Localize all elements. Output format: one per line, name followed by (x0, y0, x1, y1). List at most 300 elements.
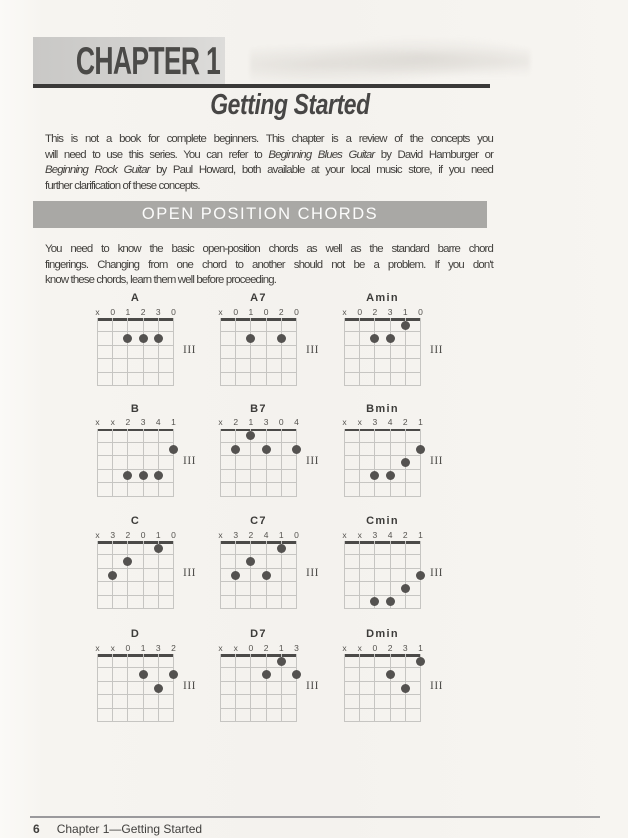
finger-dot (292, 445, 301, 454)
string-line (97, 318, 98, 385)
finger-dot (246, 431, 255, 440)
finger-label: 3 (155, 306, 161, 317)
fret-line (97, 721, 174, 722)
finger-label: 1 (418, 417, 423, 427)
intro-line (45, 132, 493, 148)
nut-line (344, 318, 421, 321)
finger-label: 0 (233, 306, 239, 317)
fret-line (220, 331, 297, 332)
chord-name: B (130, 402, 141, 415)
finger-label: 2 (402, 529, 408, 540)
finger-label: x (110, 642, 115, 653)
finger-label: x (357, 417, 362, 427)
finger-dot (123, 471, 132, 480)
chord-diagram (344, 403, 456, 503)
footer-rule (30, 816, 600, 818)
finger-dot (416, 445, 425, 454)
finger-label: x (95, 529, 100, 540)
nut-line (344, 429, 421, 432)
section-body-segment: You need to know the basic open-position chords as well as the standard barre chord (45, 243, 493, 255)
fret-line (344, 581, 421, 582)
fret-line (97, 581, 174, 582)
string-line (266, 654, 267, 721)
string-line (281, 429, 282, 496)
string-line (250, 541, 251, 608)
finger-dot (386, 597, 395, 606)
finger-label: 3 (155, 642, 161, 653)
finger-label: 2 (278, 306, 284, 317)
finger-label: x (95, 306, 100, 317)
string-line (281, 541, 282, 608)
finger-label: 2 (372, 306, 378, 317)
string-line (266, 429, 267, 496)
chapter-banner (33, 37, 225, 85)
section-heading-bar (33, 201, 487, 228)
chord-name: Bmin (366, 402, 399, 415)
fret-line (97, 554, 174, 555)
finger-label: 4 (155, 417, 161, 427)
section-body-segment: fingerings. Changing from one chord to another should not be a problem. If you don't (45, 258, 493, 271)
chapter-rule (33, 84, 490, 88)
finger-dot (169, 445, 178, 454)
fret-line (97, 681, 174, 682)
string-line (405, 429, 406, 496)
fret-position-label: III (430, 680, 443, 692)
finger-label: 1 (248, 306, 254, 317)
finger-label: 0 (294, 306, 299, 317)
fret-line (220, 469, 297, 470)
intro-segment: will need to use this series. You can refer to (45, 148, 269, 161)
finger-dot (139, 670, 148, 679)
chord-diagram (220, 628, 332, 728)
finger-dot (292, 670, 301, 679)
string-line (374, 654, 375, 721)
fret-line (220, 358, 297, 359)
fret-position-label: III (430, 344, 443, 356)
finger-label: x (342, 642, 347, 653)
string-line (390, 654, 391, 721)
fret-line (344, 721, 421, 722)
fret-line (97, 595, 174, 596)
finger-dot (277, 334, 286, 343)
finger-label: x (95, 642, 100, 653)
chord-diagram (97, 628, 209, 728)
string-line (158, 541, 159, 608)
string-line (266, 318, 267, 385)
finger-dot (154, 544, 163, 553)
fret-line (344, 331, 421, 332)
string-line (390, 541, 391, 608)
string-line (112, 654, 113, 721)
finger-label: 4 (294, 417, 299, 427)
fret-line (97, 568, 174, 569)
finger-dot (401, 584, 410, 593)
finger-label: 0 (248, 642, 254, 653)
finger-label: 1 (278, 529, 284, 540)
finger-dot (154, 684, 163, 693)
fret-line (97, 455, 174, 456)
footer (33, 822, 202, 836)
finger-label: 1 (125, 306, 131, 317)
fret-line (344, 681, 421, 682)
string-line (112, 541, 113, 608)
finger-label: 0 (372, 642, 378, 653)
fret-line (344, 496, 421, 497)
intro-segment: Beginning Rock Guitar (45, 164, 150, 177)
chord-diagram (97, 292, 209, 392)
finger-dot (401, 458, 410, 467)
intro-line (45, 148, 493, 164)
nut-line (97, 318, 174, 321)
string-line (158, 429, 159, 496)
fret-line (97, 469, 174, 470)
finger-label: 0 (140, 529, 146, 540)
fret-line (344, 358, 421, 359)
string-line (344, 429, 345, 496)
finger-label: 3 (294, 642, 299, 653)
chord-diagram (97, 403, 209, 503)
fretboard-grid (344, 429, 421, 497)
finger-label: 4 (387, 529, 393, 540)
string-line (344, 318, 345, 385)
string-line (359, 654, 360, 721)
string-line (173, 654, 174, 721)
finger-label: 2 (171, 642, 176, 653)
finger-label: 3 (263, 417, 269, 427)
chord-diagram (344, 292, 456, 392)
string-line (127, 654, 128, 721)
string-line (359, 429, 360, 496)
fret-line (220, 455, 297, 456)
finger-dot (123, 334, 132, 343)
fret-line (220, 345, 297, 346)
intro-segment: by David Hamburger or (374, 148, 494, 161)
fret-line (97, 667, 174, 668)
string-line (250, 654, 251, 721)
string-line (143, 654, 144, 721)
finger-label: 2 (125, 529, 131, 540)
fret-position-label: III (306, 454, 319, 467)
fret-line (220, 496, 297, 497)
fret-line (220, 708, 297, 709)
string-line (296, 318, 297, 385)
string-line (359, 541, 360, 608)
finger-label: 1 (402, 306, 408, 317)
finger-label: x (342, 529, 347, 540)
fret-line (220, 442, 297, 443)
fret-line (220, 667, 297, 668)
chord-diagram (344, 628, 456, 728)
nut-line (97, 429, 174, 432)
string-line (374, 541, 375, 608)
string-line (266, 541, 267, 608)
string-line (97, 654, 98, 721)
finger-dot (416, 571, 425, 580)
finger-label: 2 (125, 417, 131, 427)
finger-label: 0 (171, 306, 176, 317)
chord-name: Dmin (366, 628, 399, 640)
finger-label: 0 (110, 306, 116, 317)
fret-line (344, 455, 421, 456)
section-body-line (45, 258, 493, 274)
fretboard-grid (97, 654, 174, 722)
fret-line (220, 385, 297, 386)
string-line (173, 429, 174, 496)
chord-diagram (220, 515, 332, 615)
string-line (220, 429, 221, 496)
string-line (97, 429, 98, 496)
chord-name: Amin (366, 292, 399, 304)
footer-chapter-text: Chapter 1—Getting Started (56, 822, 203, 836)
fret-line (97, 496, 174, 497)
fret-position-label: III (306, 344, 319, 356)
finger-dot (370, 597, 379, 606)
fret-line (220, 554, 297, 555)
finger-dot (154, 334, 163, 343)
fret-line (344, 372, 421, 373)
finger-label: 0 (125, 642, 131, 653)
fret-position-label: III (306, 680, 319, 692)
chord-diagram (220, 403, 332, 503)
finger-label: 3 (372, 417, 378, 427)
fretboard-grid (220, 429, 297, 497)
string-line (374, 429, 375, 496)
string-line (235, 654, 236, 721)
fret-position-label: III (306, 567, 319, 579)
finger-label: 2 (233, 417, 239, 427)
finger-dot (139, 334, 148, 343)
intro-line (45, 163, 493, 179)
finger-dot (139, 471, 148, 480)
intro-segment: by Paul Howard, both available at your local music store, if you need (149, 164, 494, 177)
fret-line (97, 708, 174, 709)
finger-label: x (342, 306, 347, 317)
string-line (405, 654, 406, 721)
fretboard-grid (97, 541, 174, 609)
section-paragraph (45, 242, 493, 289)
string-line (143, 541, 144, 608)
string-line (296, 654, 297, 721)
finger-dot (401, 321, 410, 330)
string-line (112, 318, 113, 385)
nut-line (220, 318, 297, 321)
page-number: 6 (33, 822, 40, 836)
chord-name: A (130, 292, 141, 304)
string-line (127, 429, 128, 496)
string-line (296, 429, 297, 496)
fret-line (344, 667, 421, 668)
nut-line (220, 429, 297, 432)
finger-label: 1 (171, 417, 176, 427)
page-title-text: Getting Started (210, 89, 370, 121)
fretboard-grid (344, 654, 421, 722)
scan-bleed-artifact (250, 38, 530, 86)
fret-line (220, 681, 297, 682)
fretboard-grid (344, 318, 421, 386)
nut-line (97, 654, 174, 657)
finger-dot (262, 445, 271, 454)
fret-line (344, 595, 421, 596)
string-line (281, 654, 282, 721)
finger-label: 1 (418, 529, 423, 540)
string-line (281, 318, 282, 385)
string-line (220, 654, 221, 721)
fret-line (220, 482, 297, 483)
chord-diagram (344, 515, 456, 615)
string-line (344, 654, 345, 721)
finger-label: 3 (387, 306, 393, 317)
fret-line (344, 345, 421, 346)
string-line (220, 318, 221, 385)
finger-dot (401, 684, 410, 693)
string-line (390, 318, 391, 385)
finger-label: 3 (140, 417, 146, 427)
string-line (235, 541, 236, 608)
finger-dot (246, 334, 255, 343)
finger-label: x (357, 642, 362, 653)
finger-label: x (95, 417, 100, 427)
string-line (173, 541, 174, 608)
string-line (405, 318, 406, 385)
finger-label: 0 (171, 529, 176, 540)
string-line (143, 318, 144, 385)
fret-line (97, 331, 174, 332)
finger-dot (262, 571, 271, 580)
chapter-label: CHAPTER 1 (75, 39, 221, 83)
finger-label: 0 (357, 306, 363, 317)
nut-line (220, 541, 297, 544)
finger-label: 4 (387, 417, 393, 427)
finger-label: x (233, 642, 238, 653)
fret-position-label: III (183, 567, 196, 579)
fret-line (220, 608, 297, 609)
finger-dot (277, 544, 286, 553)
section-body-line (45, 242, 493, 258)
fret-line (344, 608, 421, 609)
finger-label: x (342, 417, 347, 427)
finger-dot (262, 670, 271, 679)
fret-line (344, 482, 421, 483)
finger-label: 0 (263, 306, 269, 317)
chord-name: B7 (250, 402, 267, 415)
fret-line (344, 708, 421, 709)
finger-dot (246, 557, 255, 566)
fret-line (97, 372, 174, 373)
chord-name: Cmin (366, 515, 399, 527)
fretboard-grid (97, 318, 174, 386)
string-line (235, 318, 236, 385)
fret-line (97, 345, 174, 346)
finger-label: 1 (278, 642, 284, 653)
fret-line (344, 469, 421, 470)
finger-label: 1 (248, 417, 254, 427)
finger-dot (386, 670, 395, 679)
finger-label: x (357, 529, 362, 540)
nut-line (97, 541, 174, 544)
fret-position-label: III (183, 344, 196, 356)
fret-line (344, 442, 421, 443)
fret-line (220, 372, 297, 373)
fret-line (344, 568, 421, 569)
finger-dot (370, 334, 379, 343)
fret-line (220, 581, 297, 582)
string-line (250, 429, 251, 496)
chord-name: C7 (250, 515, 267, 527)
finger-label: 1 (140, 642, 146, 653)
finger-label: 2 (140, 306, 146, 317)
fret-line (344, 694, 421, 695)
page-title (90, 89, 490, 122)
finger-dot (231, 445, 240, 454)
finger-label: 0 (278, 417, 284, 427)
string-line (374, 318, 375, 385)
nut-line (220, 654, 297, 657)
fret-line (220, 595, 297, 596)
string-line (359, 318, 360, 385)
fret-line (97, 358, 174, 359)
chord-name: D7 (250, 628, 267, 640)
finger-label: 1 (418, 642, 423, 653)
finger-dot (386, 334, 395, 343)
string-line (405, 541, 406, 608)
finger-dot (123, 557, 132, 566)
fretboard-grid (97, 429, 174, 497)
string-line (158, 318, 159, 385)
fret-position-label: III (430, 567, 443, 579)
intro-paragraph (45, 132, 493, 194)
finger-label: x (110, 417, 115, 427)
string-line (143, 429, 144, 496)
fretboard-grid (220, 654, 297, 722)
string-line (220, 541, 221, 608)
intro-segment: Beginning Blues Guitar (268, 148, 375, 161)
fret-position-label: III (183, 680, 196, 692)
fret-line (220, 721, 297, 722)
finger-dot (370, 471, 379, 480)
intro-segment: further clarification of these concepts. (45, 179, 200, 192)
fret-position-label: III (430, 454, 443, 467)
section-heading: OPEN POSITION CHORDS (141, 205, 379, 223)
finger-label: 3 (110, 529, 116, 540)
finger-label: x (218, 642, 223, 653)
finger-label: 0 (294, 529, 299, 540)
chord-diagram (220, 292, 332, 392)
fretboard-grid (220, 541, 297, 609)
fret-line (97, 694, 174, 695)
string-line (296, 541, 297, 608)
section-body-line (45, 273, 493, 289)
intro-line (45, 179, 493, 195)
finger-dot (108, 571, 117, 580)
fretboard-grid (220, 318, 297, 386)
string-line (420, 429, 421, 496)
finger-label: 3 (372, 529, 378, 540)
chord-name: D (130, 628, 141, 640)
finger-label: 3 (402, 642, 408, 653)
finger-label: 3 (233, 529, 239, 540)
finger-label: 2 (402, 417, 408, 427)
intro-segment: This is not a book for complete beginners. This chapter is a review of the concepts you (45, 133, 493, 145)
chord-diagram (97, 515, 209, 615)
finger-dot (277, 657, 286, 666)
fret-line (97, 482, 174, 483)
nut-line (344, 654, 421, 657)
finger-dot (416, 657, 425, 666)
fretboard-grid (344, 541, 421, 609)
string-line (420, 654, 421, 721)
nut-line (344, 541, 421, 544)
finger-dot (169, 670, 178, 679)
